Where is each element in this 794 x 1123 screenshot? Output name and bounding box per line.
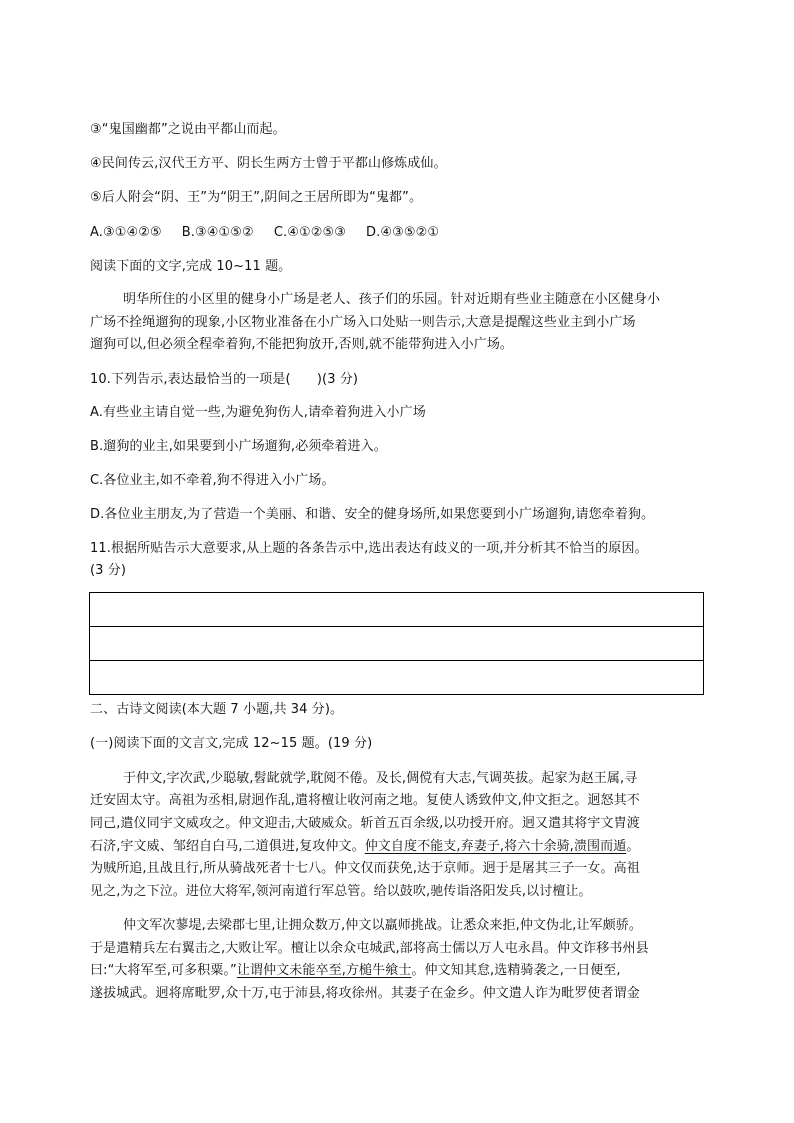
section2-title: 二、古诗文阅读(本大题 7 小题,共 34 分)。 bbox=[90, 702, 344, 717]
answer-line bbox=[90, 626, 703, 627]
q10-choice-a: A.有些业主请自觉一些,为避免狗伤人,请牵着狗进入小广场 bbox=[90, 405, 426, 420]
option-line-3: ③“鬼国幽都”之说由平都山而起。 bbox=[90, 122, 286, 137]
q11-stem: 11.根据所贴告示大意要求,从上题的各条告示中,选出表达有歧义的一项,并分析其不恰当的原因。 bbox=[90, 541, 648, 556]
para1-line: 为贼所追,且战且行,所从骑战死者十七八。仲文仅而获免,达于京师。迥于是屠其三子一女。高祖 bbox=[90, 861, 640, 876]
para2-line: 仲文军次蓼堤,去梁郡七里,让拥众数万,仲文以羸师挑战。让悉众来拒,仲文伪北,让军颇骄。 bbox=[123, 918, 642, 933]
reading-intro: 阅读下面的文字,完成 10~11 题。 bbox=[90, 259, 292, 274]
passage-line: 遛狗可以,但必须全程牵着狗,不能把狗放开,否则,就不能带狗进入小广场。 bbox=[90, 337, 514, 352]
q10-stem: 10.下列告示,表达最恰当的一项是( )(3 分) bbox=[90, 372, 359, 387]
option-line-5: ⑤后人附会“阴、王”为“阴王”,阴间之王居所即为“鬼都”。 bbox=[90, 190, 423, 205]
para1-line: 于仲文,字次武,少聪敏,髫龀就学,耽阅不倦。及长,倜傥有大志,气调英拔。起家为赵王属,寻 bbox=[123, 771, 638, 786]
para1-line: 石济,宇文威、邹绍自白马,二道俱进,复攻仲文。仲文自度不能支,弃妻子,将六十余骑,溃围而遁。 bbox=[90, 839, 640, 854]
para2-line: 曰:“大将军至,可多积粟。”让谓仲文未能卒至,方槌牛飨士。仲文知其怠,选精骑袭之,一日便至, bbox=[90, 963, 621, 978]
passage-line: 广场不拴绳遛狗的现象,小区物业准备在小广场入口处贴一则告示,大意是提醒这些业主到小广场 bbox=[90, 315, 636, 330]
q9-choices bbox=[90, 224, 439, 242]
answer-box[interactable] bbox=[89, 592, 704, 695]
q9-choice-b: B.③④①⑤② bbox=[181, 225, 254, 240]
para1-line: 同己,遣仪同宇文威攻之。仲文迎击,大破威众。斩首五百余级,以功授开府。迥又遣其将宇文胄渡 bbox=[90, 816, 640, 831]
q9-choice-d: D.④③⑤②① bbox=[366, 225, 440, 240]
q9-choice-a: A.③①④②⑤ bbox=[90, 225, 162, 240]
q10-choice-b: B.遛狗的业主,如果要到小广场遛狗,必须牵着进入。 bbox=[90, 439, 387, 454]
answer-line bbox=[90, 660, 703, 661]
underlined-sentence-2: 让谓仲文未能卒至,方槌牛飨士 bbox=[236, 963, 412, 978]
q11-stem-points: (3 分) bbox=[90, 563, 127, 578]
underlined-sentence-1: 仲文自度不能支,弃妻子,将六十余骑,溃围而遁 bbox=[364, 839, 627, 854]
para2-line: 遂拔城武。迥将席毗罗,众十万,屯于沛县,将攻徐州。其妻子在金乡。仲文遣人诈为毗罗使者谓金 bbox=[90, 986, 640, 1001]
option-line-4: ④民间传云,汉代王方平、阴长生两方士曾于平都山修炼成仙。 bbox=[90, 156, 447, 171]
passage-line: 明华所住的小区里的健身小广场是老人、孩子们的乐园。针对近期有些业主随意在小区健身小 bbox=[123, 292, 661, 307]
para1-line: 见之,为之下泣。进位大将军,领河南道行军总管。给以鼓吹,驰传诣洛阳发兵,以讨檀让。 bbox=[90, 884, 592, 899]
para2-line: 于是遣精兵左右翼击之,大败让军。檀让以余众屯城武,部将高士儒以万人屯永昌。仲文诈移书州县 bbox=[90, 941, 649, 956]
q9-choice-c: C.④①②⑤③ bbox=[273, 225, 346, 240]
para1-line: 迁安固太守。高祖为丞相,尉迥作乱,遣将檀让收河南之地。复使人诱致仲文,仲文拒之。迥怒其不 bbox=[90, 793, 640, 808]
q10-choice-d: D.各位业主朋友,为了营造一个美丽、和谐、安全的健身场所,如果您要到小广场遛狗,请您牵着狗。 bbox=[90, 507, 655, 522]
q10-choice-c: C.各位业主,如不牵着,狗不得进入小广场。 bbox=[90, 473, 335, 488]
subsection1-title: (一)阅读下面的文言文,完成 12~15 题。(19 分) bbox=[90, 736, 373, 751]
